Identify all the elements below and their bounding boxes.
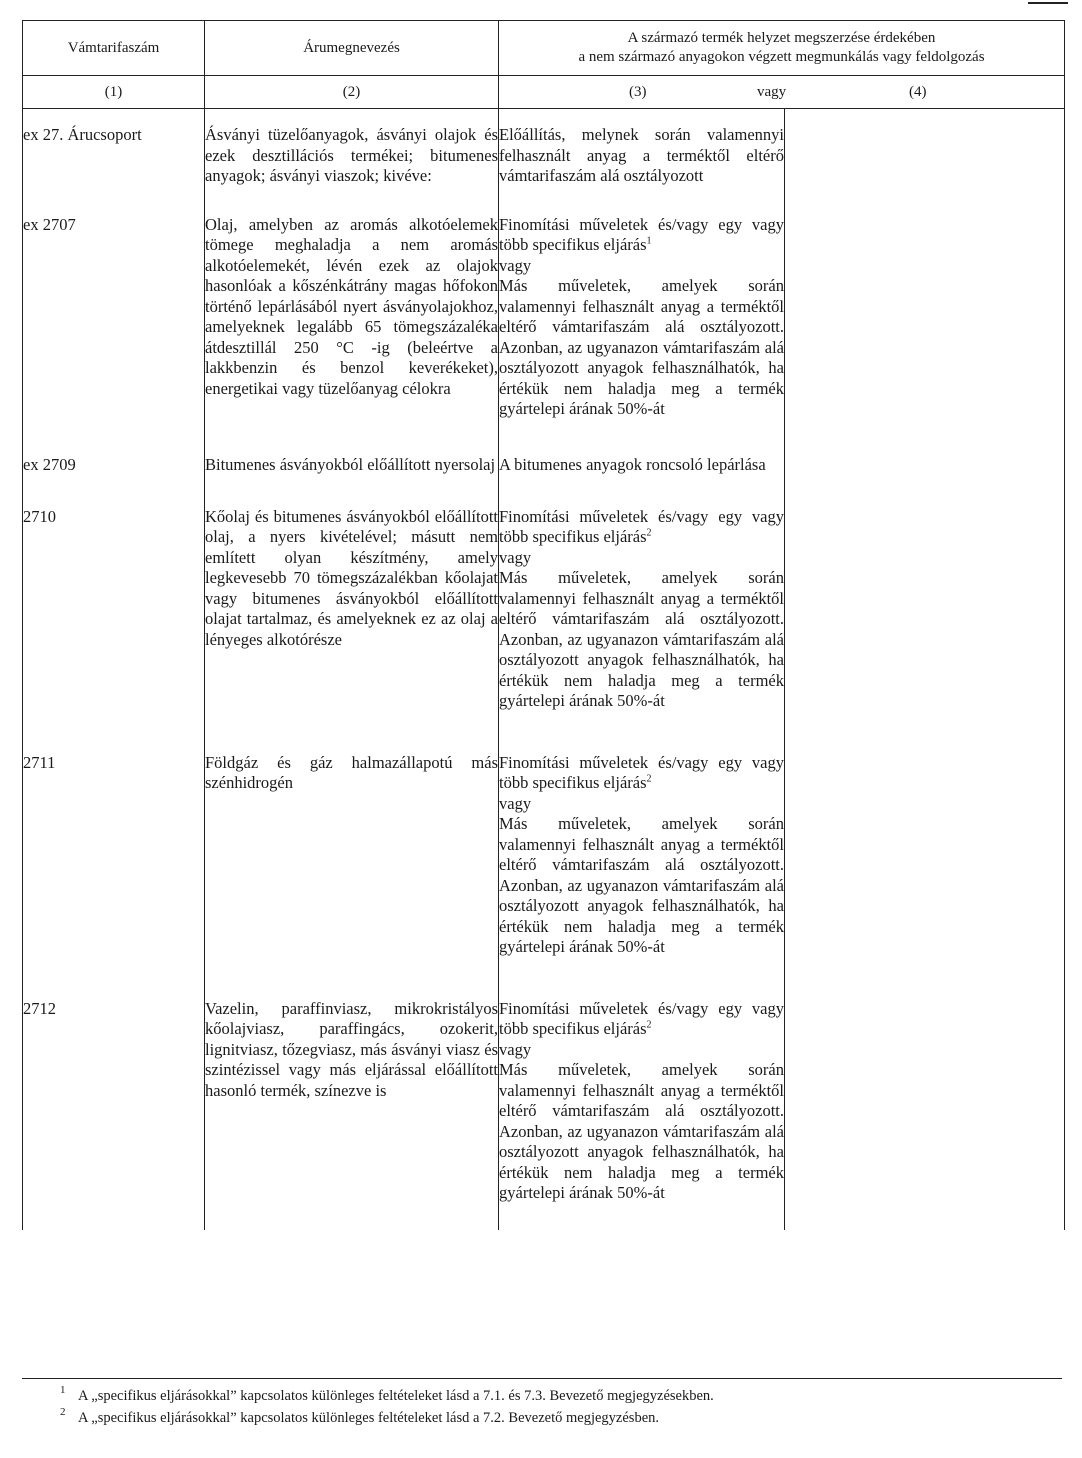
refining-text: Finomítási műveletek és/vagy egy vagy több specifikus eljárás [499, 506, 784, 546]
origin-rules-table [22, 20, 1065, 1230]
goods-description: Olaj, amelyben az aromás alkotóelemek tömege meghaladja a nem aromás alkotóelemekét, lévén ezek az olajok hasonlóak a kőszénkátrány magas hőfokon történő lepárlásából nyert ásványolajokhoz, amelyeknek legalább 65 tömegszázaléka átdesztillál 250 °C -ig (beleértve a lakkbenzin és benzol keverékeket), energetikai vagy tüzelőanyag célokra [205, 215, 499, 455]
column-number-3-4 [499, 76, 1065, 109]
footnote-1 [22, 1385, 1062, 1407]
processing-rule-alt [785, 109, 1065, 215]
table-row [23, 753, 1065, 999]
or-text: vagy [499, 255, 532, 275]
table-row [23, 507, 1065, 753]
column-number-4: (4) [909, 84, 927, 100]
table-row [23, 455, 1065, 507]
tariff-code: ex 27. Árucsoport [23, 109, 205, 215]
or-text: vagy [499, 793, 532, 813]
refining-text: Finomítási műveletek és/vagy egy vagy több specifikus eljárás [499, 214, 784, 254]
or-text: vagy [499, 547, 532, 567]
processing-rule-alt [785, 215, 1065, 455]
tariff-code: 2710 [23, 507, 205, 753]
header-tariff-number: Vámtarifaszám [23, 21, 205, 76]
footnote-ref: 1 [646, 235, 652, 247]
other-operations-text: Más műveletek, amelyek során valamennyi felhasznált anyag a terméktől eltérő vámtarifaszám alá osztályozott. Azonban, az ugyanazon vámtarifaszám alá osztályozott anyagok felhasználhatók, ha értékük nem haladja meg a termék gyártelepi árának 50%-át [499, 276, 784, 418]
processing-rule-alt [785, 753, 1065, 999]
other-operations-text: Más műveletek, amelyek során valamennyi felhasznált anyag a terméktől eltérő vámtarifaszám alá osztályozott. Azonban, az ugyanazon vámtarifaszám alá osztályozott anyagok felhasználhatók, ha értékük nem haladja meg a termék gyártelepi árának 50%-át [499, 568, 784, 710]
column-number-2: (2) [205, 76, 499, 109]
processing-rule-alt [785, 507, 1065, 753]
refining-text: Finomítási műveletek és/vagy egy vagy több specifikus eljárás [499, 998, 784, 1038]
processing-rule [499, 215, 785, 455]
footnote-text: A „specifikus eljárásokkal” kapcsolatos különleges feltételeket lásd a 7.1. és 7.3. Bevezető megjegyzésekben. [78, 1388, 714, 1404]
footnote-ref: 2 [646, 527, 652, 539]
column-number-3: (3) [629, 84, 647, 100]
processing-rule [499, 507, 785, 753]
processing-rule [499, 999, 785, 1231]
header-origin-line2: a nem származó anyagokon végzett megmunkálás vagy feldolgozás [578, 49, 985, 65]
tariff-code: ex 2709 [23, 455, 205, 507]
goods-description: Bitumenes ásványokból előállított nyersolaj [205, 455, 499, 507]
footnote-ref: 2 [646, 1019, 652, 1031]
table-row [23, 215, 1065, 455]
column-number-1: (1) [23, 76, 205, 109]
table-row [23, 109, 1065, 215]
tariff-code: ex 2707 [23, 215, 205, 455]
footnote-mark: 1 [60, 1384, 66, 1396]
processing-rule-alt [785, 999, 1065, 1231]
footnote-2 [22, 1407, 1062, 1429]
goods-description: Kőolaj és bitumenes ásványokból előállított olaj, a nyers kivételével; másutt nem említett olyan készítmény, amely legkevesebb 70 tömegszázalékban kőolajat vagy bitumenes ásványokból előállított olajat tartalmaz, és amelyeknek ez az olaj a lényeges alkotórésze [205, 507, 499, 753]
column-number-or: vagy [757, 84, 787, 100]
header-goods-description: Árumegnevezés [205, 21, 499, 76]
corner-mark [1028, 2, 1068, 4]
processing-rule-alt [785, 455, 1065, 507]
footnote-mark: 2 [60, 1406, 66, 1418]
goods-description: Földgáz és gáz halmazállapotú más szénhidrogén [205, 753, 499, 999]
processing-rule: A bitumenes anyagok roncsoló lepárlása [499, 455, 785, 507]
footnote-text: A „specifikus eljárásokkal” kapcsolatos különleges feltételeket lásd a 7.2. Bevezető megjegyzésben. [78, 1410, 659, 1426]
table-header-row [23, 21, 1065, 76]
processing-rule: Előállítás, melynek során valamennyi felhasznált anyag a terméktől eltérő vámtarifaszám alá osztályozott [499, 109, 785, 215]
footnotes [22, 1378, 1062, 1429]
other-operations-text: Más műveletek, amelyek során valamennyi felhasznált anyag a terméktől eltérő vámtarifaszám alá osztályozott. Azonban, az ugyanazon vámtarifaszám alá osztályozott anyagok felhasználhatók, ha értékük nem haladja meg a termék gyártelepi árának 50%-át [499, 1060, 784, 1202]
column-number-row [23, 76, 1065, 109]
processing-rule [499, 753, 785, 999]
goods-description: Vazelin, paraffinviasz, mikrokristályos kőolajviasz, paraffingács, ozokerit, lignitviasz, tőzegviasz, más ásványi viasz és szintézissel vagy más eljárással előállított hasonló termék, színezve is [205, 999, 499, 1231]
refining-text: Finomítási műveletek és/vagy egy vagy több specifikus eljárás [499, 752, 784, 792]
tariff-code: 2712 [23, 999, 205, 1231]
or-text: vagy [499, 1039, 532, 1059]
footnote-ref: 2 [646, 773, 652, 785]
table-row [23, 999, 1065, 1231]
header-origin-processing [499, 21, 1065, 76]
goods-description: Ásványi tüzelőanyagok, ásványi olajok és ezek desztillációs termékei; bitumenes anyagok; ásványi viaszok; kivéve: [205, 109, 499, 215]
header-origin-line1: A származó termék helyzet megszerzése érdekében [627, 30, 936, 46]
other-operations-text: Más műveletek, amelyek során valamennyi felhasznált anyag a terméktől eltérő vámtarifaszám alá osztályozott. Azonban, az ugyanazon vámtarifaszám alá osztályozott anyagok felhasználhatók, ha értékük nem haladja meg a termék gyártelepi árának 50%-át [499, 814, 784, 956]
tariff-code: 2711 [23, 753, 205, 999]
